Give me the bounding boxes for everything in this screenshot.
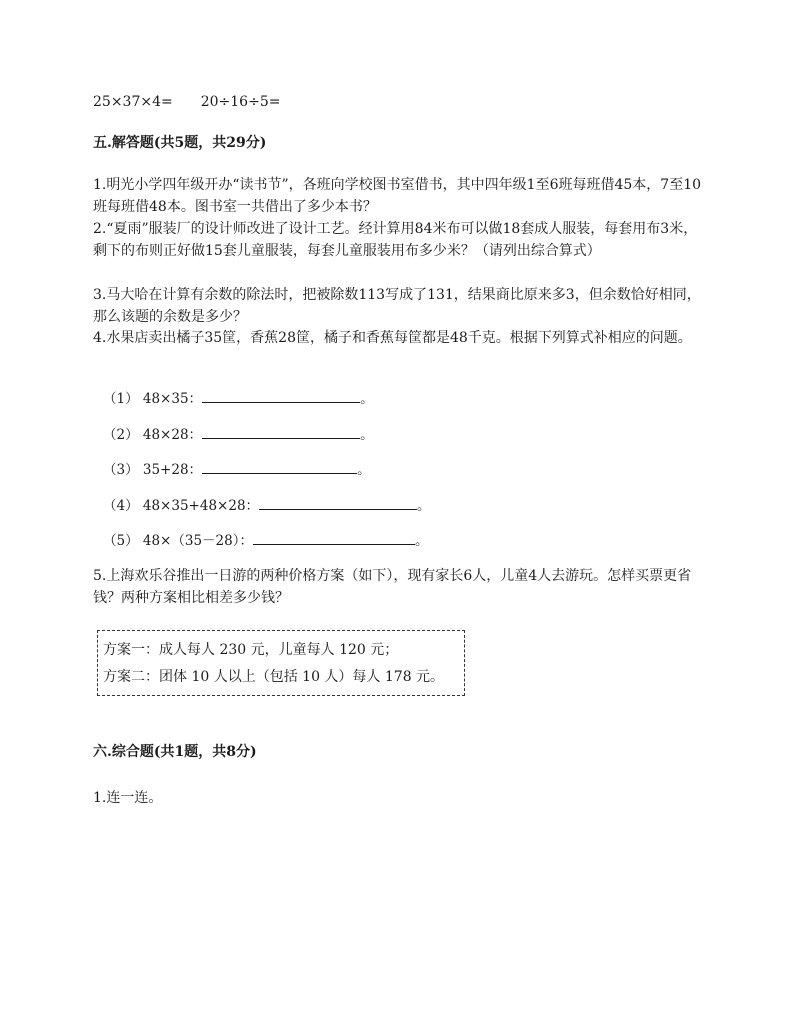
- section-five-title: 五.解答题(共5题，共29分): [93, 135, 267, 151]
- sub-question-end: 。: [357, 462, 371, 478]
- plan-two: 方案二：团体 10 人以上（包括 10 人）每人 178 元。: [103, 669, 445, 685]
- sub-question-label: （4） 48×35+48×28：: [103, 498, 260, 514]
- answer-blank[interactable]: [202, 459, 357, 474]
- calc-expression: 25×37×4=: [93, 94, 173, 110]
- sub-question: [103, 495, 431, 516]
- section-six-title: 六.综合题(共1题，共8分): [93, 744, 257, 760]
- answer-blank[interactable]: [202, 424, 360, 439]
- calc-expression: 20÷16÷5=: [200, 94, 281, 110]
- sub-question: [103, 530, 428, 551]
- question-text: 1.连一连。: [93, 790, 163, 806]
- sub-question-end: 。: [360, 427, 374, 443]
- sub-question-end: 。: [417, 498, 431, 514]
- answer-blank[interactable]: [259, 495, 417, 510]
- question-text: 5.上海欢乐谷推出一日游的两种价格方案（如下），现有家长6人，儿童4人去游玩。怎样买票更省钱？两种方案相比相差多少钱？: [93, 568, 692, 606]
- sub-question-label: （2） 48×28：: [103, 427, 203, 443]
- sub-question: [103, 424, 374, 445]
- sub-question-label: （5） 48×（35－28）：: [103, 533, 253, 549]
- question-text: 4.水果店卖出橘子35筐，香蕉28筐，橘子和香蕉每筐都是48千克。根据下列算式补相应的问题。: [93, 330, 692, 346]
- sub-question: [103, 388, 374, 409]
- price-plan-box: [97, 630, 465, 696]
- sub-question-label: （1） 48×35：: [103, 391, 203, 407]
- sub-question-label: （3） 35+28：: [103, 462, 203, 478]
- calculation-row: [93, 92, 280, 112]
- sub-question: [103, 459, 371, 480]
- answer-blank[interactable]: [202, 388, 360, 403]
- sub-question-end: 。: [360, 391, 374, 407]
- answer-blank[interactable]: [253, 530, 415, 545]
- sub-question-end: 。: [414, 533, 429, 549]
- plan-one: 方案一：成人每人 230 元，儿童每人 120 元；: [103, 642, 399, 658]
- question-text: 3.马大哈在计算有余数的除法时，把被除数113写成了131，结果商比原来多3，但余数恰好相同，那么该题的余数是多少？: [93, 287, 701, 325]
- question-text: 1.明光小学四年级开办“读书节”，各班向学校图书室借书，其中四年级1至6班每班借45本，7至10班每班借48本。图书室一共借出了多少本书？: [93, 177, 702, 215]
- question-text: 2.“夏雨”服装厂的设计师改进了设计工艺。经计算用84米布可以做18套成人服装，每套用布3米，剩下的布则正好做15套儿童服装，每套儿童服装用布多少米？（请列出综合算式）: [93, 221, 698, 259]
